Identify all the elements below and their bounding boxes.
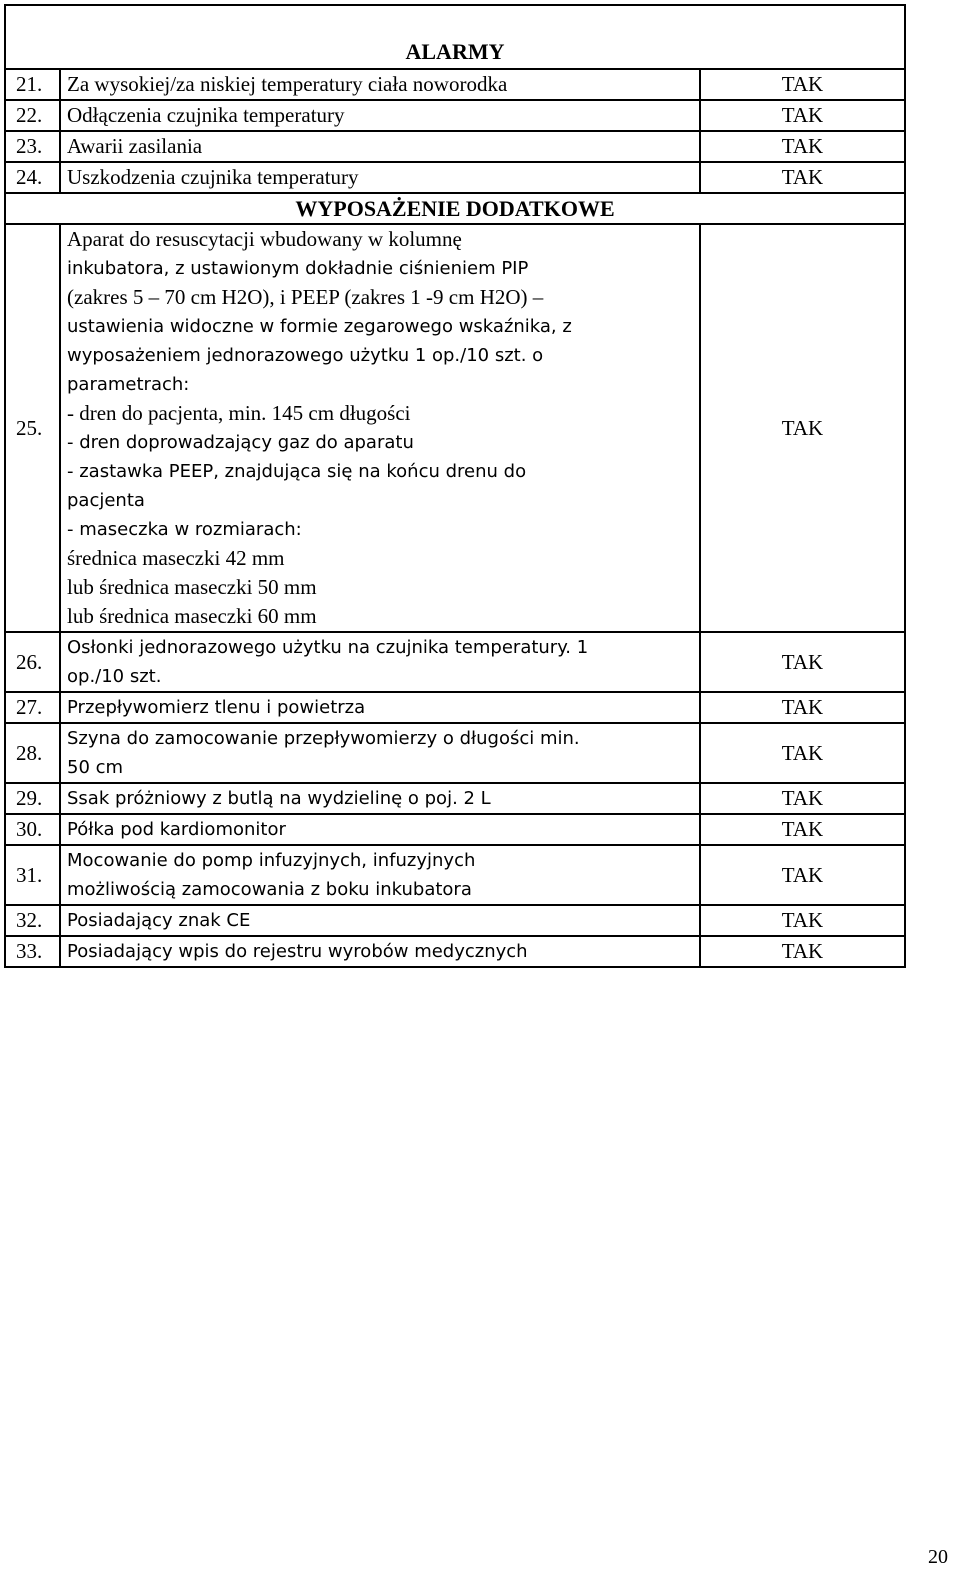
desc-line: lub średnica maseczki 50 mm bbox=[67, 575, 317, 599]
row-description: Półka pod kardiomonitor bbox=[60, 814, 700, 845]
table-row bbox=[5, 783, 905, 814]
wyposazenie-header-row bbox=[5, 193, 905, 224]
row-description: Odłączenia czujnika temperatury bbox=[60, 100, 700, 131]
row-value: TAK bbox=[700, 632, 905, 692]
row-number: 21. bbox=[5, 69, 60, 100]
row-number: 22. bbox=[5, 100, 60, 131]
desc-line: parametrach: bbox=[67, 374, 190, 395]
row-number: 23. bbox=[5, 131, 60, 162]
row-value: TAK bbox=[700, 723, 905, 783]
alarmy-header-row bbox=[5, 5, 905, 69]
table-row bbox=[5, 632, 905, 692]
desc-line: inkubatora, z ustawionym dokładnie ciśnieniem PIP bbox=[67, 258, 529, 279]
section-title-wyposazenie: WYPOSAŻENIE DODATKOWE bbox=[5, 193, 905, 224]
desc-line: wyposażeniem jednorazowego użytku 1 op./10 szt. o bbox=[67, 345, 544, 366]
table-row bbox=[5, 723, 905, 783]
desc-line: - dren doprowadzający gaz do aparatu bbox=[67, 432, 414, 453]
row-value: TAK bbox=[700, 224, 905, 632]
row-value: TAK bbox=[700, 814, 905, 845]
row-number: 29. bbox=[5, 783, 60, 814]
row-value: TAK bbox=[700, 692, 905, 723]
row-description: Ssak próżniowy z butlą na wydzielinę o poj. 2 L bbox=[60, 783, 700, 814]
table-row bbox=[5, 162, 905, 193]
desc-line: ustawienia widoczne w formie zegarowego wskaźnika, z bbox=[67, 316, 572, 337]
row-value: TAK bbox=[700, 936, 905, 967]
row-number: 33. bbox=[5, 936, 60, 967]
table-row bbox=[5, 224, 905, 632]
desc-line: (zakres 5 – 70 cm H2O), i PEEP (zakres 1 -9 cm H2O) – bbox=[67, 285, 544, 309]
row-description: Awarii zasilania bbox=[60, 131, 700, 162]
row-description: Za wysokiej/za niskiej temperatury ciała noworodka bbox=[60, 69, 700, 100]
table-row bbox=[5, 814, 905, 845]
desc-line: pacjenta bbox=[67, 490, 145, 511]
table-row bbox=[5, 936, 905, 967]
row-number: 31. bbox=[5, 845, 60, 905]
row-description: Posiadający wpis do rejestru wyrobów medycznych bbox=[60, 936, 700, 967]
desc-line: op./10 szt. bbox=[67, 666, 162, 687]
row-number: 27. bbox=[5, 692, 60, 723]
row-description bbox=[60, 632, 700, 692]
row-value: TAK bbox=[700, 162, 905, 193]
row-value: TAK bbox=[700, 845, 905, 905]
section-title-alarmy: ALARMY bbox=[5, 5, 905, 69]
row-description bbox=[60, 723, 700, 783]
row-number: 25. bbox=[5, 224, 60, 632]
desc-line: Mocowanie do pomp infuzyjnych, infuzyjnych bbox=[67, 850, 476, 871]
desc-line: Szyna do zamocowanie przepływomierzy o długości min. bbox=[67, 728, 580, 749]
table-row bbox=[5, 845, 905, 905]
desc-line: - zastawka PEEP, znajdująca się na końcu drenu do bbox=[67, 461, 527, 482]
row-description bbox=[60, 224, 700, 632]
specification-table bbox=[4, 4, 906, 968]
desc-line: - maseczka w rozmiarach: bbox=[67, 519, 302, 540]
desc-line: - dren do pacjenta, min. 145 cm długości bbox=[67, 401, 411, 425]
row-value: TAK bbox=[700, 69, 905, 100]
row-number: 24. bbox=[5, 162, 60, 193]
row-number: 28. bbox=[5, 723, 60, 783]
row-value: TAK bbox=[700, 783, 905, 814]
table-row bbox=[5, 692, 905, 723]
row-value: TAK bbox=[700, 131, 905, 162]
row-number: 26. bbox=[5, 632, 60, 692]
row-value: TAK bbox=[700, 100, 905, 131]
table-row bbox=[5, 905, 905, 936]
desc-line: możliwością zamocowania z boku inkubatora bbox=[67, 879, 472, 900]
table-row bbox=[5, 131, 905, 162]
desc-line: Aparat do resuscytacji wbudowany w kolumnę bbox=[67, 227, 462, 251]
row-description: Uszkodzenia czujnika temperatury bbox=[60, 162, 700, 193]
page-number: 20 bbox=[928, 1546, 948, 1568]
table-row bbox=[5, 69, 905, 100]
desc-line: lub średnica maseczki 60 mm bbox=[67, 604, 317, 628]
row-number: 30. bbox=[5, 814, 60, 845]
table-row bbox=[5, 100, 905, 131]
desc-line: 50 cm bbox=[67, 757, 124, 778]
desc-line: Osłonki jednorazowego użytku na czujnika temperatury. 1 bbox=[67, 637, 589, 658]
row-number: 32. bbox=[5, 905, 60, 936]
row-description bbox=[60, 845, 700, 905]
row-value: TAK bbox=[700, 905, 905, 936]
desc-line: średnica maseczki 42 mm bbox=[67, 546, 285, 570]
row-description: Przepływomierz tlenu i powietrza bbox=[60, 692, 700, 723]
row-description: Posiadający znak CE bbox=[60, 905, 700, 936]
